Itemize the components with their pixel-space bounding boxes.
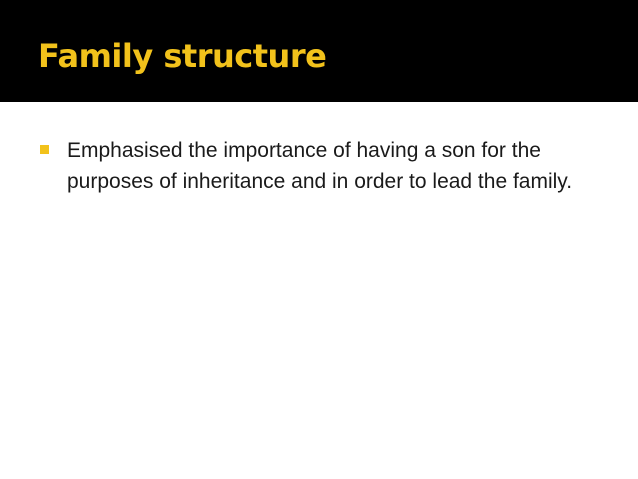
bullet-text: Emphasised the importance of having a son for the purposes of inheritance and in order to lead the family.: [67, 139, 573, 193]
title-bar: [0, 0, 638, 102]
slide-title: Family structure: [38, 37, 327, 75]
bullet-item: [40, 135, 600, 197]
square-bullet-icon: [40, 145, 49, 154]
slide-body: [40, 135, 600, 197]
